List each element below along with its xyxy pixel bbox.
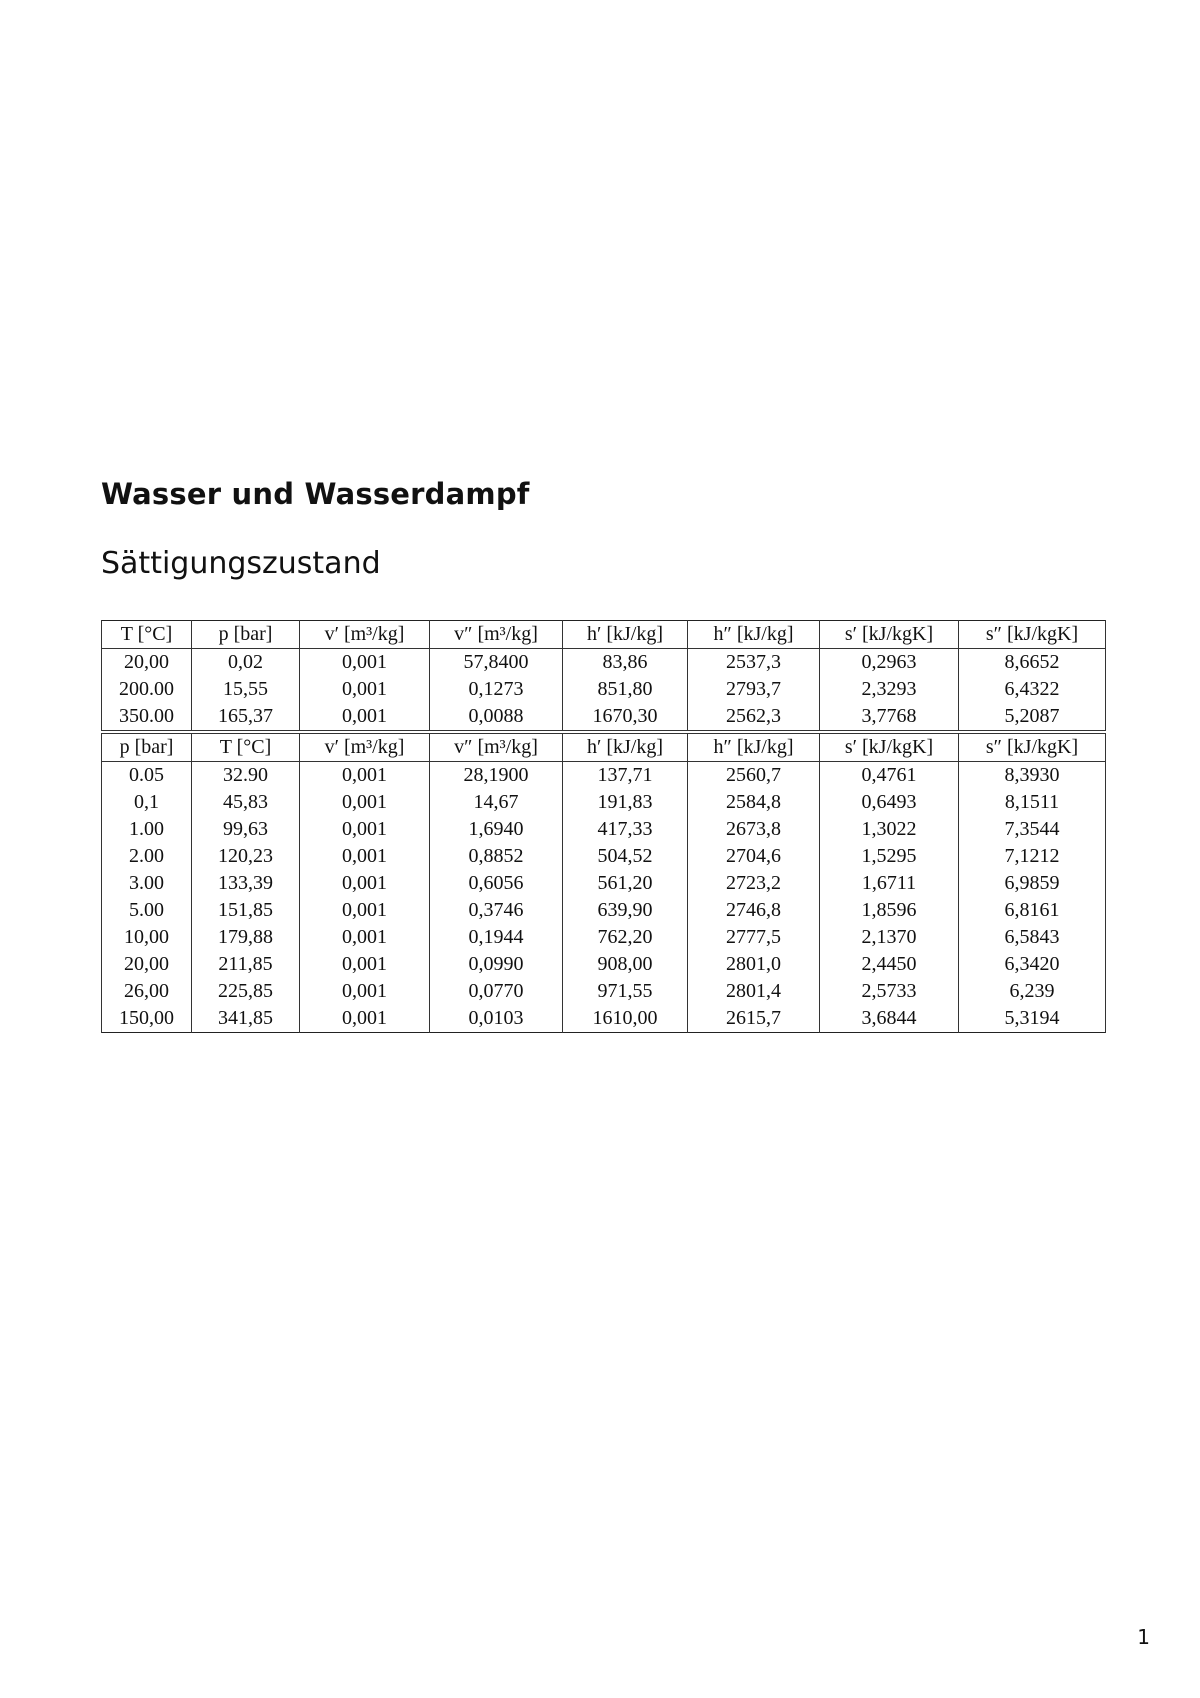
table-cell: 2615,7 [688, 1005, 820, 1033]
saturation-table [101, 620, 1106, 1033]
table-cell: 2746,8 [688, 897, 820, 924]
table-cell: 0,001 [300, 897, 430, 924]
table-cell: 28,1900 [430, 762, 563, 790]
page-title: Wasser und Wasserdampf [101, 477, 530, 511]
table-cell: 3,7768 [820, 703, 959, 732]
table-cell: 10,00 [102, 924, 192, 951]
table-cell: 0.05 [102, 762, 192, 790]
table-cell: 908,00 [563, 951, 688, 978]
column-header: s′ [kJ/kgK] [820, 621, 959, 649]
table-row [102, 1005, 1106, 1033]
table-header-row-temperature [102, 621, 1106, 649]
table-cell: 0,001 [300, 843, 430, 870]
column-header: s″ [kJ/kgK] [959, 621, 1106, 649]
table-cell: 99,63 [192, 816, 300, 843]
table-cell: 0,1 [102, 789, 192, 816]
table-cell: 150,00 [102, 1005, 192, 1033]
table-row [102, 762, 1106, 790]
table-row [102, 789, 1106, 816]
table-cell: 0,1273 [430, 676, 563, 703]
table-cell: 2562,3 [688, 703, 820, 732]
table-cell: 26,00 [102, 978, 192, 1005]
table-cell: 0,001 [300, 762, 430, 790]
table-cell: 2801,4 [688, 978, 820, 1005]
table-row [102, 649, 1106, 677]
table-cell: 0,3746 [430, 897, 563, 924]
table-cell: 151,85 [192, 897, 300, 924]
table-cell: 6,239 [959, 978, 1106, 1005]
table-cell: 0,6056 [430, 870, 563, 897]
table-cell: 0,001 [300, 703, 430, 732]
section-subtitle: Sättigungszustand [101, 546, 381, 581]
table-cell: 7,1212 [959, 843, 1106, 870]
column-header: s′ [kJ/kgK] [820, 732, 959, 762]
table-cell: 32.90 [192, 762, 300, 790]
table-cell: 2,4450 [820, 951, 959, 978]
table-cell: 6,8161 [959, 897, 1106, 924]
table-cell: 0,001 [300, 870, 430, 897]
table-cell: 0,2963 [820, 649, 959, 677]
table-cell: 3.00 [102, 870, 192, 897]
table-cell: 762,20 [563, 924, 688, 951]
table-cell: 851,80 [563, 676, 688, 703]
table-cell: 0,001 [300, 951, 430, 978]
column-header: v″ [m³/kg] [430, 732, 563, 762]
table-cell: 2,1370 [820, 924, 959, 951]
column-header: T [°C] [192, 732, 300, 762]
column-header: h′ [kJ/kg] [563, 732, 688, 762]
table-cell: 6,5843 [959, 924, 1106, 951]
table-row [102, 978, 1106, 1005]
column-header: s″ [kJ/kgK] [959, 732, 1106, 762]
table-cell: 0,4761 [820, 762, 959, 790]
column-header: v′ [m³/kg] [300, 621, 430, 649]
table-cell: 2793,7 [688, 676, 820, 703]
table-cell: 0,001 [300, 676, 430, 703]
table-cell: 0,001 [300, 789, 430, 816]
table-cell: 5,2087 [959, 703, 1106, 732]
table-cell: 225,85 [192, 978, 300, 1005]
table-cell: 165,37 [192, 703, 300, 732]
table-cell: 2673,8 [688, 816, 820, 843]
table-cell: 0,0088 [430, 703, 563, 732]
table-cell: 417,33 [563, 816, 688, 843]
table-row [102, 924, 1106, 951]
table-cell: 0,02 [192, 649, 300, 677]
page-number: 1 [1137, 1625, 1150, 1649]
table-cell: 971,55 [563, 978, 688, 1005]
table-cell: 2,5733 [820, 978, 959, 1005]
table-cell: 0,001 [300, 978, 430, 1005]
table-cell: 20,00 [102, 649, 192, 677]
table-cell: 0,0103 [430, 1005, 563, 1033]
table-cell: 15,55 [192, 676, 300, 703]
table-cell: 7,3544 [959, 816, 1106, 843]
table-cell: 1,3022 [820, 816, 959, 843]
table-cell: 14,67 [430, 789, 563, 816]
table-row [102, 843, 1106, 870]
table-cell: 2,3293 [820, 676, 959, 703]
table-cell: 2777,5 [688, 924, 820, 951]
table-cell: 2801,0 [688, 951, 820, 978]
table-cell: 1,5295 [820, 843, 959, 870]
table-header-row-pressure [102, 732, 1106, 762]
column-header: h″ [kJ/kg] [688, 732, 820, 762]
table-cell: 504,52 [563, 843, 688, 870]
table-cell: 1670,30 [563, 703, 688, 732]
column-header: T [°C] [102, 621, 192, 649]
table-cell: 45,83 [192, 789, 300, 816]
column-header: p [bar] [102, 732, 192, 762]
table-cell: 0,0770 [430, 978, 563, 1005]
table-cell: 0,6493 [820, 789, 959, 816]
table-cell: 191,83 [563, 789, 688, 816]
table-cell: 1,6940 [430, 816, 563, 843]
table-cell: 1.00 [102, 816, 192, 843]
column-header: h″ [kJ/kg] [688, 621, 820, 649]
table-cell: 200.00 [102, 676, 192, 703]
column-header: p [bar] [192, 621, 300, 649]
table-cell: 179,88 [192, 924, 300, 951]
table-cell: 0,001 [300, 924, 430, 951]
table-cell: 8,1511 [959, 789, 1106, 816]
table-cell: 2704,6 [688, 843, 820, 870]
table-row [102, 703, 1106, 732]
table-row [102, 816, 1106, 843]
table-row [102, 951, 1106, 978]
table-row [102, 897, 1106, 924]
table-cell: 120,23 [192, 843, 300, 870]
table-cell: 8,6652 [959, 649, 1106, 677]
table-cell: 0,001 [300, 816, 430, 843]
column-header: h′ [kJ/kg] [563, 621, 688, 649]
column-header: v″ [m³/kg] [430, 621, 563, 649]
table-cell: 2537,3 [688, 649, 820, 677]
table-cell: 3,6844 [820, 1005, 959, 1033]
table-cell: 57,8400 [430, 649, 563, 677]
table-cell: 83,86 [563, 649, 688, 677]
table-cell: 2584,8 [688, 789, 820, 816]
table-cell: 5,3194 [959, 1005, 1106, 1033]
table-cell: 5.00 [102, 897, 192, 924]
table-cell: 1,6711 [820, 870, 959, 897]
table-cell: 639,90 [563, 897, 688, 924]
table-cell: 561,20 [563, 870, 688, 897]
table-cell: 2.00 [102, 843, 192, 870]
table-cell: 2560,7 [688, 762, 820, 790]
table-cell: 20,00 [102, 951, 192, 978]
table-cell: 8,3930 [959, 762, 1106, 790]
table-cell: 0,0990 [430, 951, 563, 978]
table-cell: 0,1944 [430, 924, 563, 951]
table-cell: 6,9859 [959, 870, 1106, 897]
table-cell: 1610,00 [563, 1005, 688, 1033]
table-cell: 6,4322 [959, 676, 1106, 703]
table-cell: 2723,2 [688, 870, 820, 897]
table-cell: 1,8596 [820, 897, 959, 924]
table-cell: 6,3420 [959, 951, 1106, 978]
table-cell: 0,8852 [430, 843, 563, 870]
column-header: v′ [m³/kg] [300, 732, 430, 762]
table-cell: 211,85 [192, 951, 300, 978]
table-row [102, 676, 1106, 703]
table-cell: 0,001 [300, 1005, 430, 1033]
table-cell: 137,71 [563, 762, 688, 790]
table-cell: 350.00 [102, 703, 192, 732]
table-cell: 133,39 [192, 870, 300, 897]
table-cell: 0,001 [300, 649, 430, 677]
table-cell: 341,85 [192, 1005, 300, 1033]
table-row [102, 870, 1106, 897]
